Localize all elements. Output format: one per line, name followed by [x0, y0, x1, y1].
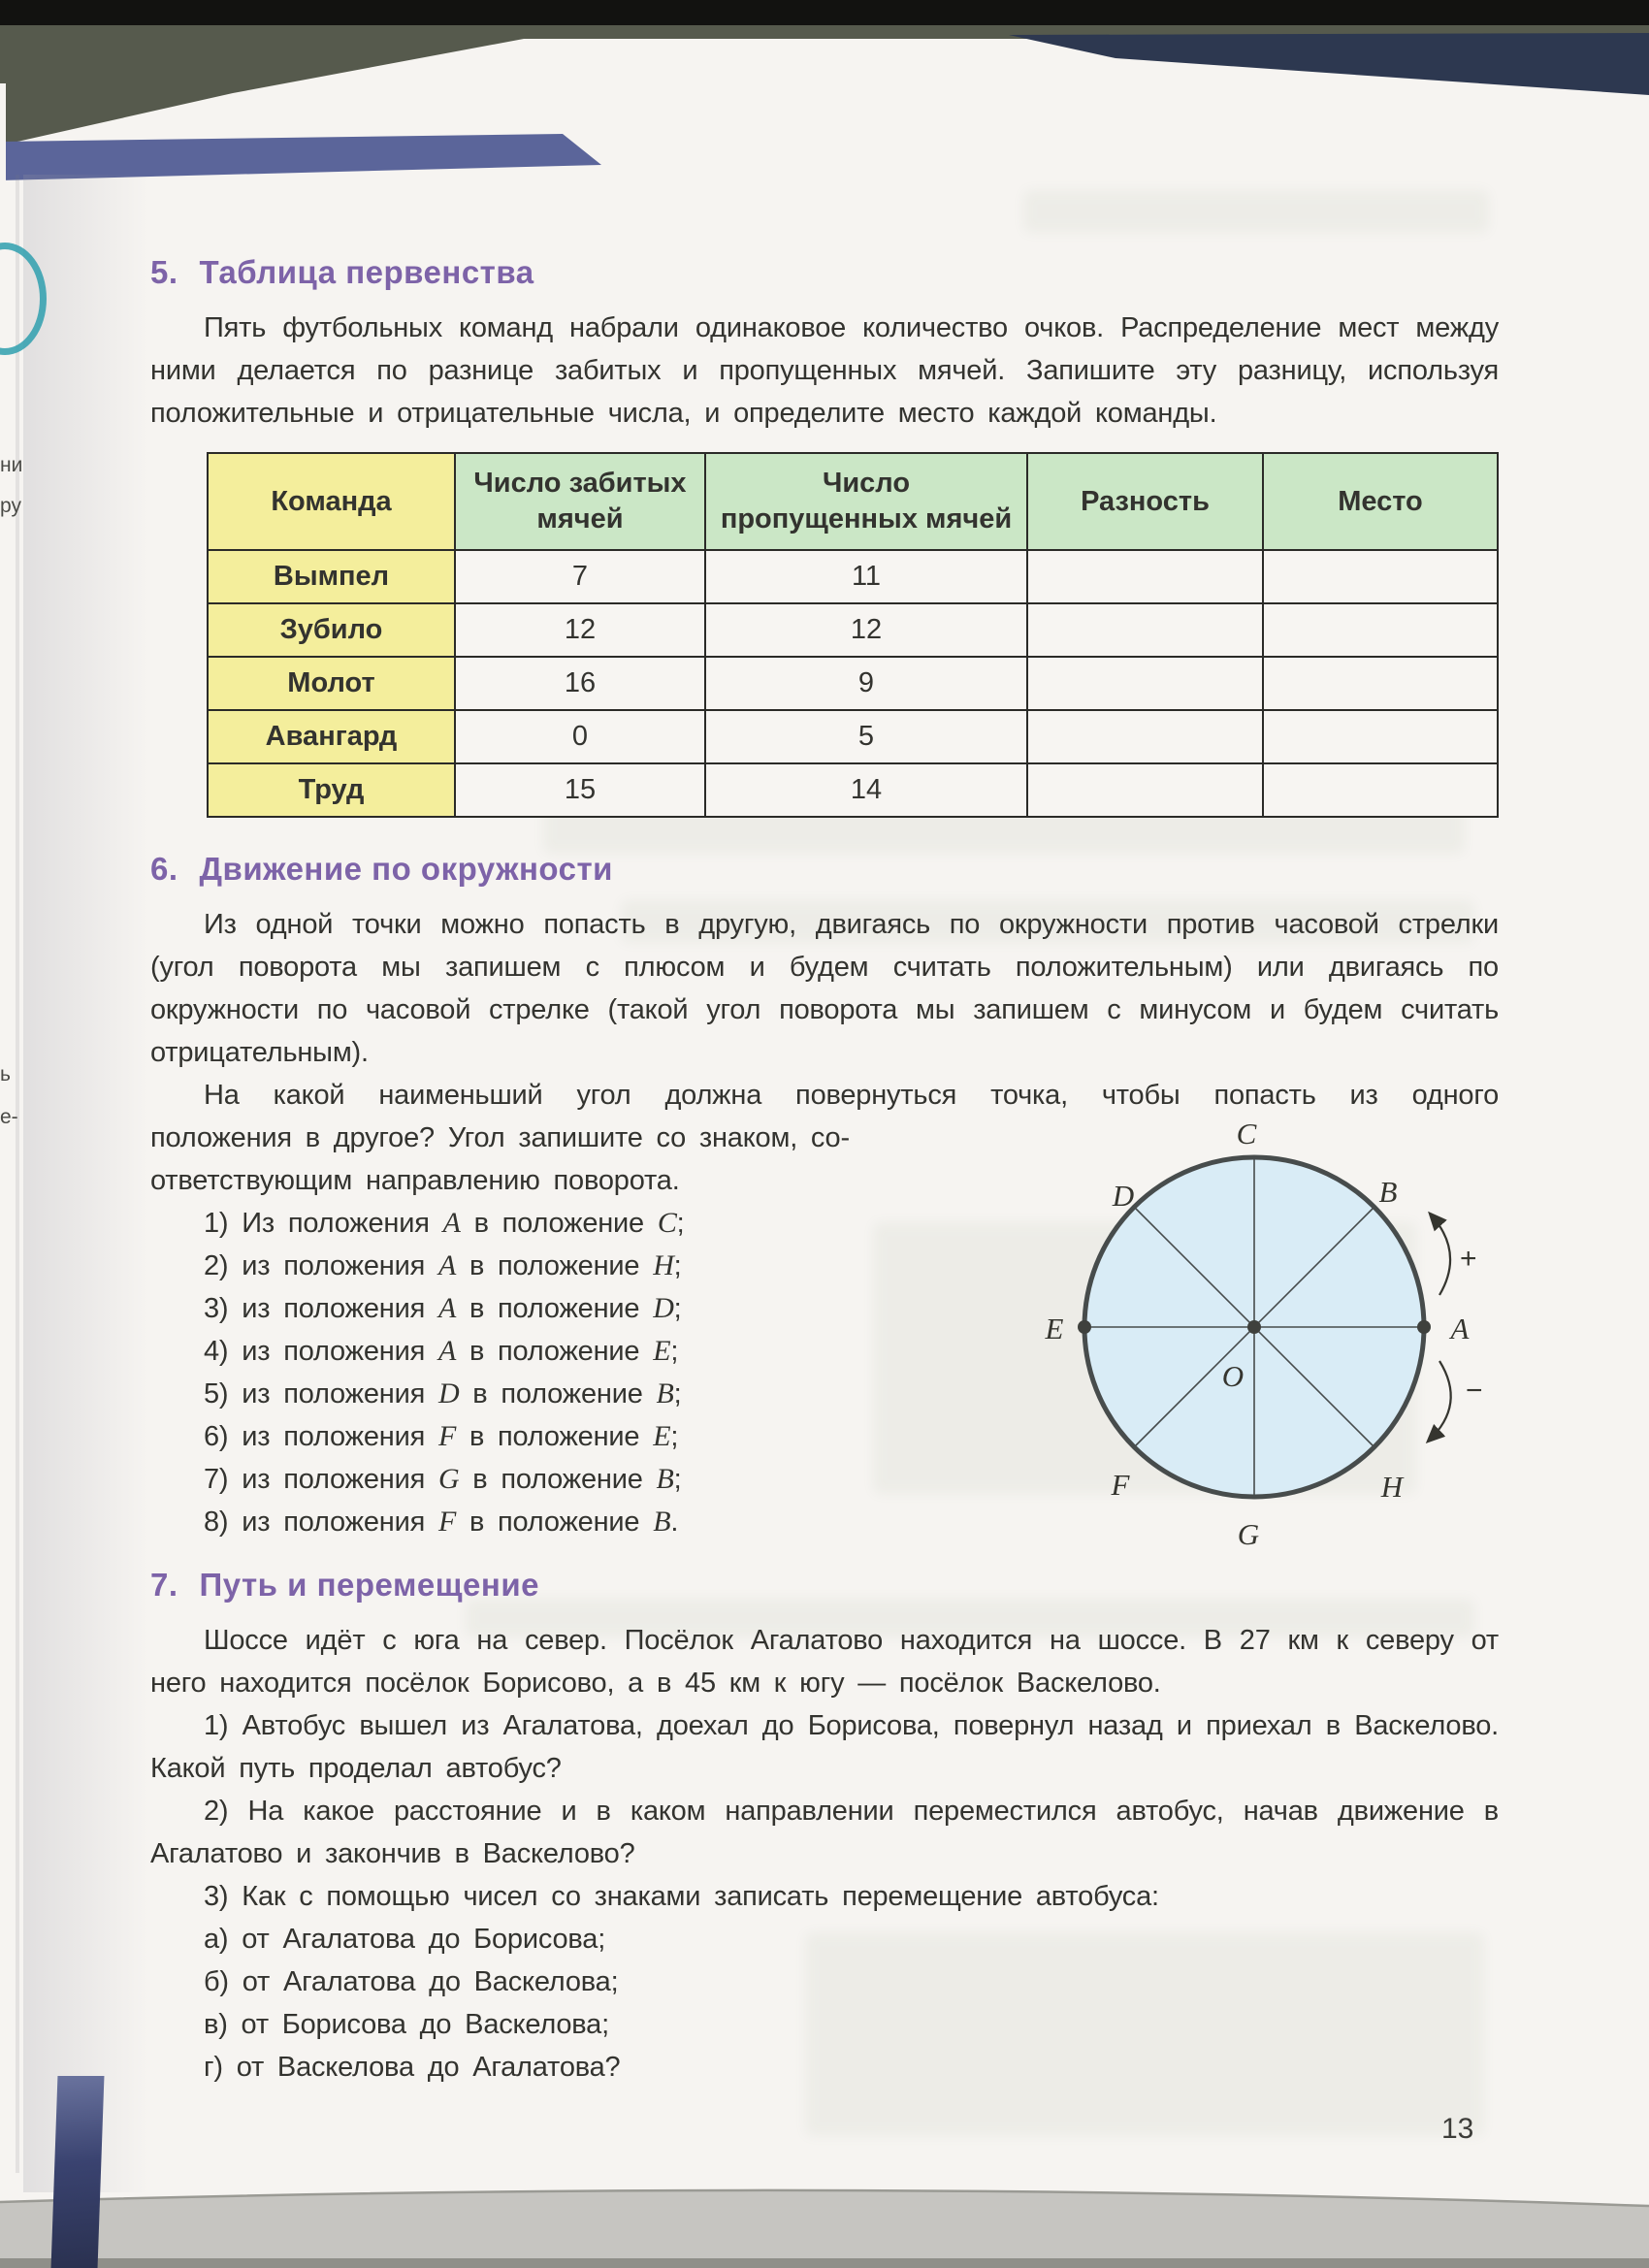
- section7-intro: Шоссе идёт с юга на север. Посёлок Агалатово находится на шоссе. В 27 км к северу от него находится посёлок Борисово, а в 45 км к югу — посёлок Васкелово.: [150, 1625, 1499, 1699]
- place-cell: [1263, 550, 1498, 603]
- item-number: 5): [204, 1378, 229, 1409]
- item-text: На какое расстояние и в каком направлении переместился автобус, начав движение в Агалатово и закончив в Васкелово?: [150, 1796, 1499, 1869]
- point-ref: D: [653, 1292, 674, 1324]
- point-ref: A: [437, 1249, 457, 1281]
- diff-cell: [1027, 603, 1263, 657]
- point-ref: B: [656, 1377, 674, 1409]
- circle-diagram: [1031, 1099, 1497, 1555]
- heading-number: 6.: [150, 851, 178, 887]
- item-text: из положения: [242, 1421, 426, 1452]
- route-sub-item: [150, 2046, 1499, 2089]
- diff-cell: [1027, 657, 1263, 710]
- section7-heading: [150, 1567, 1499, 1604]
- item-text: в положение: [469, 1507, 640, 1538]
- minus-label: −: [1466, 1375, 1483, 1407]
- item-punct: .: [670, 1507, 679, 1538]
- point-label-A: A: [1450, 1312, 1470, 1345]
- header-line: Число: [822, 468, 911, 499]
- point-ref: A: [437, 1335, 457, 1367]
- edge-fragment: ру: [0, 495, 21, 517]
- scanner-dark-strip: [0, 2258, 1649, 2268]
- point-ref: D: [437, 1377, 460, 1409]
- table-row: [208, 710, 1498, 763]
- item-punct: ;: [676, 1208, 685, 1239]
- table-row: [208, 763, 1498, 817]
- team-name-cell: Труд: [208, 763, 455, 817]
- item-text: Как с помощью чисел со знаками записать перемещение автобуса:: [242, 1881, 1159, 1912]
- book-binding-edge: [51, 2076, 105, 2268]
- item-text: из положения: [242, 1250, 426, 1281]
- item-number: 3): [204, 1881, 229, 1912]
- table-header-cell: [208, 453, 455, 550]
- point-ref: G: [437, 1463, 460, 1495]
- point-ref: F: [437, 1506, 457, 1538]
- item-text: из положения: [242, 1378, 426, 1409]
- scored-cell: 12: [455, 603, 705, 657]
- item-letter: г): [204, 2052, 223, 2083]
- section6-intro: Из одной точки можно попасть в другую, двигаясь по окружности против часовой стрелки (угол поворота мы запишем с плюсом и будем считать положительным) или двигаясь по окружности по часовой стрелке (такой угол поворота мы запишем с минусом и будем считать отрицательным).: [150, 909, 1499, 1068]
- heading-number: 7.: [150, 1567, 178, 1603]
- diff-cell: [1027, 763, 1263, 817]
- item-number: 1): [204, 1208, 229, 1239]
- item-punct: ;: [670, 1336, 679, 1367]
- scan-edge-sliver: [0, 83, 6, 194]
- item-text: от Агалатова до Васкелова;: [242, 1966, 619, 1997]
- route-sub-item: [150, 1918, 1499, 1960]
- item-punct: ;: [673, 1378, 682, 1409]
- route-task-item: [150, 1790, 1499, 1875]
- conceded-cell: 14: [705, 763, 1027, 817]
- header-line: мячей: [536, 503, 624, 535]
- section5-heading: [150, 254, 1499, 291]
- place-cell: [1263, 710, 1498, 763]
- team-name-cell: Молот: [208, 657, 455, 710]
- item-number: 2): [204, 1250, 229, 1281]
- item-letter: б): [204, 1966, 229, 1997]
- item-number: 4): [204, 1336, 229, 1367]
- point-label-E: E: [1045, 1312, 1064, 1345]
- point-label-C: C: [1236, 1117, 1257, 1150]
- header-line: Команда: [271, 485, 392, 517]
- item-text: в положение: [472, 1378, 643, 1409]
- rotation-question-line: положения в другое? Угол запишите со знаком, со-: [150, 1122, 850, 1153]
- diff-cell: [1027, 550, 1263, 603]
- scan-bottom-edge: [0, 2171, 1649, 2268]
- conceded-cell: 5: [705, 710, 1027, 763]
- heading-number: 5.: [150, 254, 178, 290]
- edge-fragment: ь: [0, 1063, 11, 1085]
- table-row: [208, 550, 1498, 603]
- table-header-row: [208, 453, 1498, 550]
- plus-label: +: [1460, 1243, 1477, 1275]
- item-text: в положение: [473, 1208, 644, 1239]
- minus-arrow: [1429, 1361, 1451, 1441]
- point-ref: A: [442, 1207, 461, 1239]
- point-label-G: G: [1237, 1517, 1260, 1551]
- rotation-question-line: ответствующим направлению поворота.: [150, 1165, 680, 1196]
- point-label-F: F: [1111, 1468, 1130, 1502]
- point-label-H: H: [1380, 1470, 1404, 1504]
- item-punct: ;: [673, 1250, 682, 1281]
- item-number: 6): [204, 1421, 229, 1452]
- team-name-cell: Вымпел: [208, 550, 455, 603]
- route-sub-item: [150, 2003, 1499, 2046]
- section6-task-block: [150, 1074, 1499, 1551]
- item-punct: ;: [670, 1421, 679, 1452]
- point-ref: A: [437, 1292, 457, 1324]
- point-label-B: B: [1378, 1175, 1398, 1209]
- point-ref: B: [656, 1463, 674, 1495]
- place-cell: [1263, 603, 1498, 657]
- scored-cell: 16: [455, 657, 705, 710]
- route-task-item: [150, 1875, 1499, 1918]
- route-sub-item: [150, 1960, 1499, 2003]
- item-number: 8): [204, 1507, 229, 1538]
- item-text: от Агалатова до Борисова;: [242, 1924, 606, 1955]
- item-letter: в): [204, 2009, 228, 2040]
- item-text: от Борисова до Васкелова;: [241, 2009, 609, 2040]
- item-text: Из положения: [242, 1208, 430, 1239]
- item-letter: а): [204, 1924, 229, 1955]
- page-number: 13: [1441, 2113, 1474, 2145]
- item-punct: ;: [673, 1293, 682, 1324]
- header-line: Число забитых: [473, 468, 687, 499]
- point-ref: E: [653, 1420, 671, 1452]
- item-text: из положения: [242, 1507, 426, 1538]
- rotation-question-line: На какой наименьший угол должна повернуться точка, чтобы попасть из одного: [204, 1080, 1499, 1111]
- conceded-cell: 9: [705, 657, 1027, 710]
- table-header-cell: [1263, 453, 1498, 550]
- item-text: от Васкелова до Агалатова?: [236, 2052, 621, 2083]
- scored-cell: 7: [455, 550, 705, 603]
- heading-title: Движение по окружности: [199, 851, 613, 887]
- header-line: Место: [1338, 485, 1423, 517]
- diff-cell: [1027, 710, 1263, 763]
- table-header-cell: [705, 453, 1027, 550]
- scanner-gray-band: [0, 2190, 1649, 2268]
- header-line: Разность: [1081, 485, 1210, 517]
- point-label-O: O: [1221, 1359, 1245, 1393]
- item-text: из положения: [242, 1336, 426, 1367]
- table-header-cell: [455, 453, 705, 550]
- heading-title: Путь и перемещение: [199, 1567, 539, 1603]
- item-text: в положение: [469, 1421, 640, 1452]
- scored-cell: 0: [455, 710, 705, 763]
- item-number: 1): [204, 1710, 229, 1741]
- scored-cell: 15: [455, 763, 705, 817]
- plus-arrow: [1431, 1215, 1450, 1295]
- table-row: [208, 657, 1498, 710]
- heading-title: Таблица первенства: [199, 254, 534, 290]
- team-name-cell: Авангард: [208, 710, 455, 763]
- page-curve-shadow: [23, 175, 149, 2192]
- edge-fragment: е-: [0, 1106, 18, 1128]
- item-text: из положения: [242, 1464, 426, 1495]
- item-text: в положение: [469, 1293, 640, 1324]
- item-text: из положения: [242, 1293, 426, 1324]
- item-number: 7): [204, 1464, 229, 1495]
- page-content: [150, 0, 1499, 2089]
- item-number: 2): [204, 1796, 229, 1827]
- item-text: Автобус вышел из Агалатова, доехал до Борисова, повернул назад и приехал в Васкелово. Какой путь проделал автобус?: [150, 1710, 1500, 1784]
- item-punct: ;: [673, 1464, 682, 1495]
- route-task-item: [150, 1704, 1499, 1790]
- point-ref: E: [653, 1335, 671, 1367]
- point-ref: C: [657, 1207, 677, 1239]
- point-ref: H: [653, 1249, 674, 1281]
- item-text: в положение: [469, 1336, 640, 1367]
- section5-intro: Пять футбольных команд набрали одинаковое количество очков. Распределение мест между ними делается по разнице забитых и пропущенных мячей. Запишите эту разницу, используя положительные и отрицательные числа, и определите место каждой команды.: [150, 312, 1499, 429]
- conceded-cell: 12: [705, 603, 1027, 657]
- place-cell: [1263, 763, 1498, 817]
- table-header-cell: [1027, 453, 1263, 550]
- team-name-cell: Зубило: [208, 603, 455, 657]
- point-ref: B: [653, 1506, 671, 1538]
- table-row: [208, 603, 1498, 657]
- section6-heading: [150, 851, 1499, 888]
- item-number: 3): [204, 1293, 229, 1324]
- point-label-D: D: [1112, 1179, 1135, 1213]
- item-text: в положение: [472, 1464, 643, 1495]
- edge-fragment: ни: [0, 454, 23, 476]
- standings-table: [207, 452, 1499, 818]
- place-cell: [1263, 657, 1498, 710]
- conceded-cell: 11: [705, 550, 1027, 603]
- header-line: пропущенных мячей: [720, 503, 1013, 535]
- point-ref: F: [437, 1420, 457, 1452]
- item-text: в положение: [469, 1250, 640, 1281]
